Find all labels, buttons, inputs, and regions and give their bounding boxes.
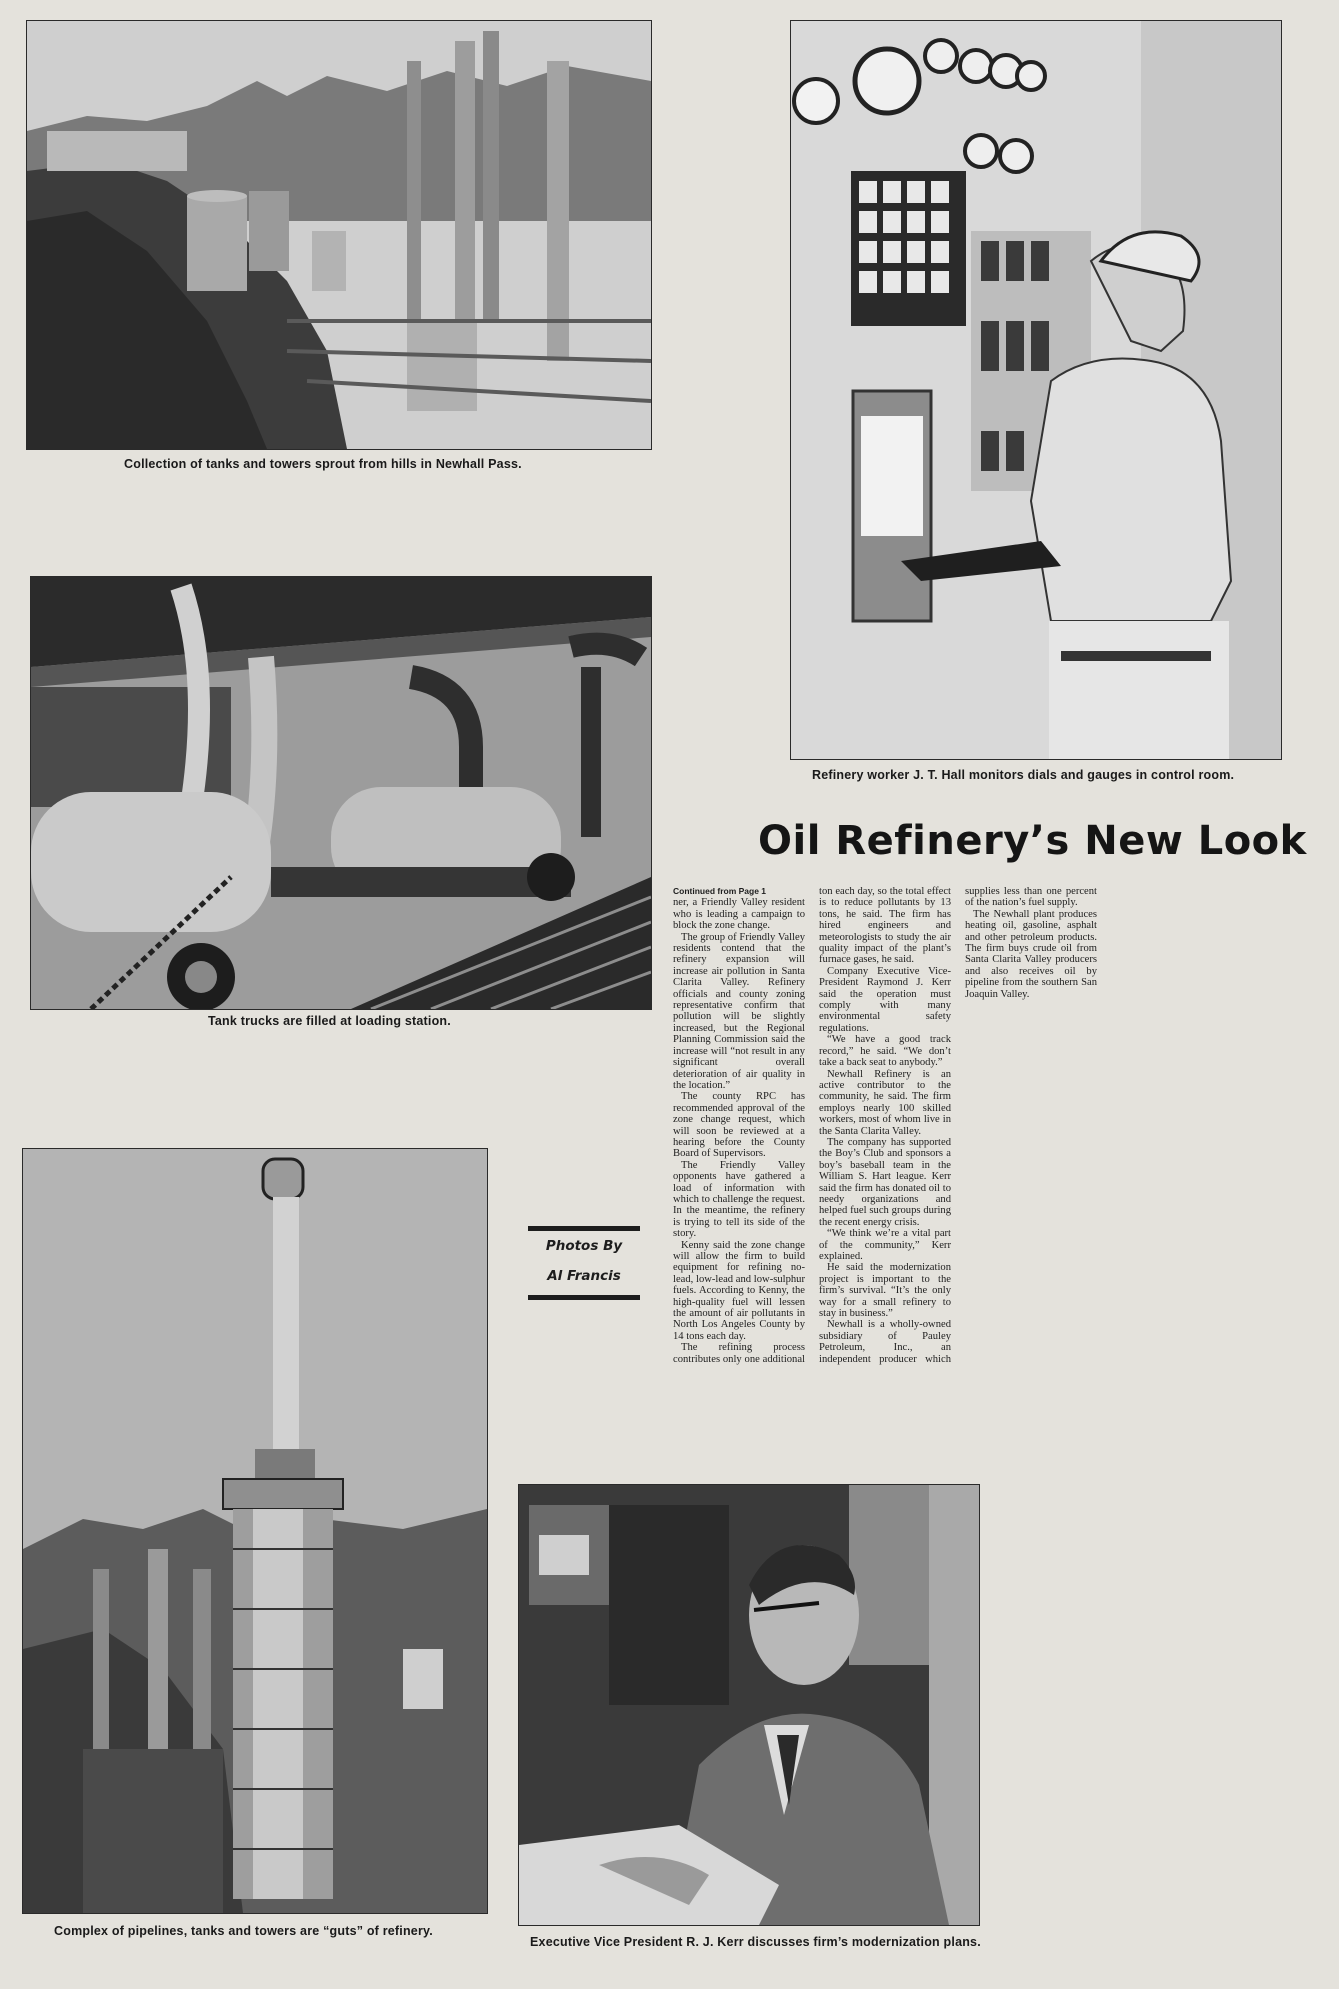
article-paragraph: The company has supported the Boy’s Club and sponsors a boy’s baseball team in the William S. Hart league. Kerr said the firm has donated oil to needy organizations and helped fuel such groups during the recent energy crisis. [819,1136,951,1228]
caption-tank-trucks: Tank trucks are filled at loading station. [208,1014,451,1028]
photo-tanks-towers [26,20,652,450]
photo-control-room [790,20,1282,760]
article-paragraph: Company Executive Vice-President Raymond J. Kerr said the operation must comply with many environmental safety regulations. [819,965,951,1034]
article-paragraph: The Friendly Valley opponents have gathered a load of information with which to challenge the request. In the meantime, the refinery is trying to tell its side of the story. [673,1159,805,1240]
article-headline: Oil Refinery’s New Look [758,818,1307,864]
article-paragraph: The county RPC has recommended approval of the zone change request, which will soon be reviewed at a hearing before the County Board of Supervisors. [673,1091,805,1160]
article-paragraph: “We think we’re a vital part of the community,” Kerr explained. [819,1228,951,1262]
photo-refinery-complex [22,1148,488,1914]
caption-executive: Executive Vice President R. J. Kerr discusses firm’s modernization plans. [530,1935,981,1949]
credit-line-2: Al Francis [547,1268,621,1284]
article-paragraph: The Newhall plant produces heating oil, gasoline, asphalt and other petroleum products. The firm buys crude oil from Santa Clarita Valley producers and also receives oil by pipeline from the southern San Joaquin Valley. [965,908,1097,1000]
caption-control-room: Refinery worker J. T. Hall monitors dials and gauges in control room. [812,768,1235,782]
article-paragraph: He said the modernization project is important to the firm’s survival. “It’s the only way for a small refinery to stay in business.” [819,1262,951,1320]
caption-tanks-towers: Collection of tanks and towers sprout from hills in Newhall Pass. [124,457,522,471]
photo-tank-trucks [30,576,652,1010]
article-paragraph: Newhall Refinery is an active contributor to the community, he said. The firm employs nearly 100 skilled workers, most of whom live in the Santa Clarita Valley. [819,1068,951,1137]
photo-credit-box [528,1226,640,1320]
article-paragraph: ner, a Friendly Valley resident who is leading a campaign to block the zone change. [673,897,805,932]
article-paragraph: “We have a good track record,” he said. “We don’t take a back seat to anybody.” [819,1034,951,1069]
article-kicker: Continued from Page 1 [673,886,767,896]
article-paragraph: The group of Friendly Valley residents contend that the refinery expansion will increase air pollution in Santa Clarita Valley. Refinery officials and county zoning representative confirm that pollution will be slightly increased, but the Regional Planning Commission said the increase will “not result in any significant overall deterioration of air quality in the location.” [673,931,805,1091]
credit-rule-bottom [528,1295,640,1300]
caption-refinery-complex: Complex of pipelines, tanks and towers are “guts” of refinery. [54,1924,433,1938]
article-paragraph: The refining process contributes only one additional ton each day, so the total effect is to reduce pollutants by 13 tons, he said. The firm has hired engineers and meteorologists to study the air quality impact of the plant’s furnace gases, he said. [673,886,951,1365]
article-paragraph: Newhall is a wholly-owned subsidiary of Pauley Petroleum, Inc., an independent producer which supplies less than one percent of the nation’s fuel supply. [819,886,1097,1365]
article-body [673,886,1243,1366]
credit-line-1: Photos By [545,1238,623,1254]
article-paragraph: Kenny said the zone change will allow the firm to build equipment for refining no-lead, low-lead and low-sulphur fuels. According to Kenny, the high-quality fuel will lessen the amount of air pollutants in North Los Angeles County by 14 tons each day. [673,1239,805,1342]
photo-executive [518,1484,980,1926]
